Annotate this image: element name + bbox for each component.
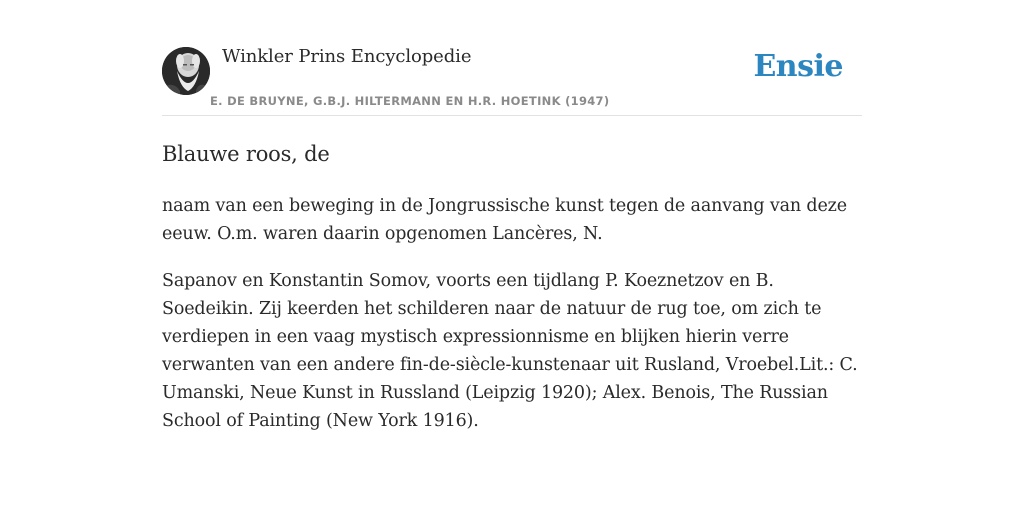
authors-line: E. DE BRUYNE, G.B.J. HILTERMANN EN H.R. HOETINK (1947)	[210, 94, 610, 108]
article-paragraph-2: Sapanov en Konstantin Somov, voorts een tijdlang P. Koeznetzov en B. Soedeikin. Zij keerden het schilderen naar de natuur de rug toe, om zich te verdiepen in een vaag mystisch expressionnisme en blijken hierin verre verwanten van een andere fin-de-siècle-kunstenaar uit Rusland, Vroebel.Lit.: C. Umanski, Neue Kunst in Russland (Leipzig 1920); Alex. Benois, The Russian School of Painting (New York 1916).	[162, 271, 858, 431]
site-title[interactable]: Winkler Prins Encyclopedie	[222, 46, 472, 67]
article	[162, 138, 862, 435]
article-paragraph-1: naam van een beweging in de Jongrussische kunst tegen de aanvang van deze eeuw. O.m. waren daarin opgenomen Lancères, N.	[162, 196, 847, 244]
portrait-icon	[162, 47, 210, 95]
article-title: Blauwe roos, de	[162, 142, 330, 166]
brand-logo[interactable]: Ensie	[753, 49, 843, 84]
header	[162, 44, 862, 116]
author-avatar[interactable]	[162, 47, 210, 95]
